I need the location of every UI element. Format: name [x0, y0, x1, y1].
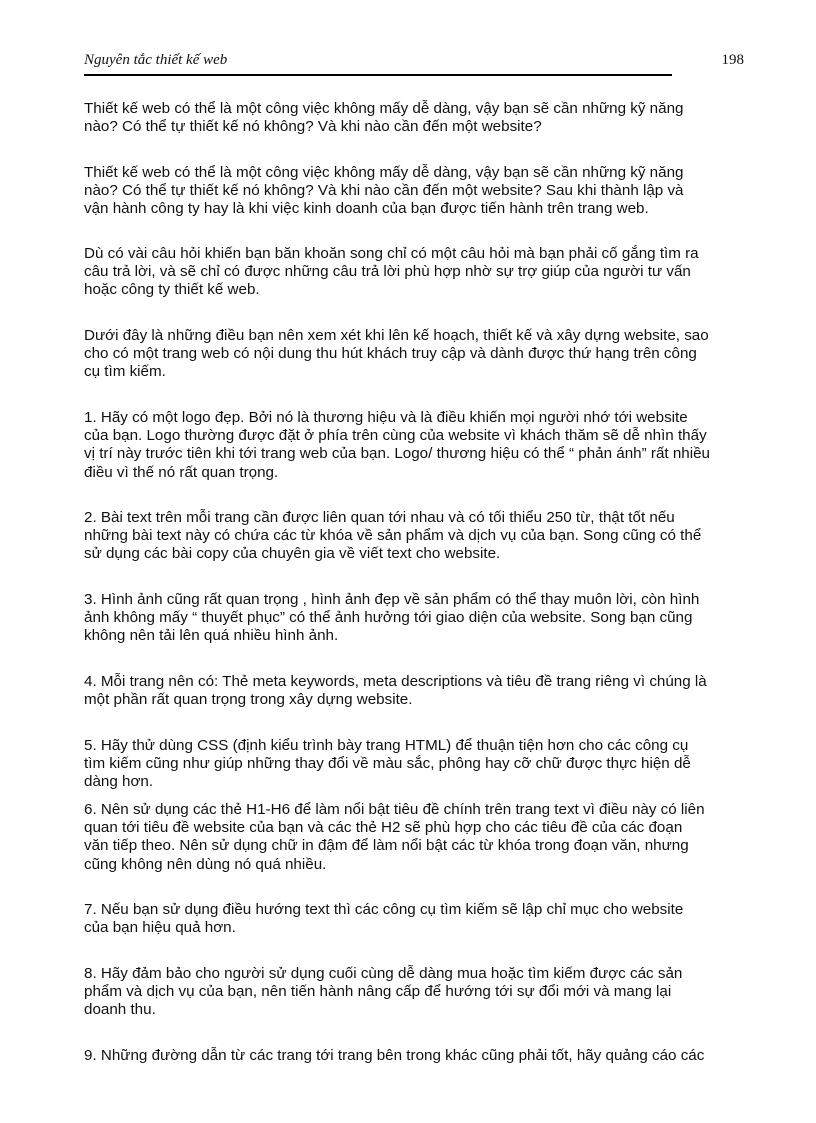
text-line: những bài text này có chứa các từ khóa về sản phẩm và dịch vụ của bạn. Song cũng có thể: [84, 527, 702, 545]
text-line: điều vì thế nó rất quan trọng.: [84, 463, 279, 481]
paragraph: [84, 100, 683, 136]
header-divider: [84, 74, 672, 76]
text-line: 2. Bài text trên mỗi trang cần được liên quan tới nhau và có tối thiểu 250 từ, thật tốt nếu: [84, 509, 675, 526]
text-line: quan tới tiêu đề website của bạn và các thẻ H2 sẽ phù hợp cho các tiêu đề của các đoạn: [84, 819, 683, 837]
paragraph: [84, 509, 701, 564]
text-line: 7. Nếu bạn sử dụng điều hướng text thì các công cụ tìm kiếm sẽ lập chỉ mục cho website: [84, 901, 684, 918]
paragraph: [84, 591, 699, 646]
text-line: Thiết kế web có thể là một công việc không mấy dễ dàng, vậy bạn sẽ cần những kỹ năng: [84, 100, 684, 117]
text-line: tìm kiếm cũng như giúp những thay đổi về màu sắc, phông hay cỡ chữ được thực hiện dễ: [84, 755, 691, 773]
page-number: 198: [721, 52, 744, 68]
paragraph: [84, 965, 682, 1020]
text-line: cụ tìm kiếm.: [84, 363, 166, 381]
text-line: doanh thu.: [84, 1001, 156, 1019]
paragraph: [84, 737, 691, 792]
text-line: cho có một trang web có nội dung thu hút khách truy cập và dành được thứ hạng trên công: [84, 345, 697, 363]
text-line: nào? Có thể tự thiết kế nó không? Và khi nào cần đến một website? Sau khi thành lập và: [84, 182, 684, 200]
text-line: một phần rất quan trọng trong xây dựng website.: [84, 691, 413, 709]
text-line: 8. Hãy đảm bảo cho người sử dụng cuối cùng dễ dàng mua hoặc tìm kiếm được các sản: [84, 965, 683, 982]
paragraph: [84, 245, 699, 300]
text-line: văn tiếp theo. Nên sử dụng chữ in đậm để làm nổi bật các từ khóa trong đoạn văn, nhưng: [84, 837, 689, 855]
text-line: 1. Hãy có một logo đẹp. Bởi nó là thương hiệu và là điều khiến mọi người nhớ tới website: [84, 409, 688, 426]
paragraph: [84, 327, 709, 382]
text-line: câu trả lời, và sẽ chỉ có được những câu trả lời phù hợp nhờ sự trợ giúp của người tư vấn: [84, 263, 691, 281]
paragraph: [84, 164, 684, 219]
text-line: sử dụng các bài copy của chuyên gia về viết text cho website.: [84, 545, 501, 563]
text-line: cũng không nên dùng nó quá nhiều.: [84, 855, 327, 873]
text-line: vận hành công ty hay là khi việc kinh doanh của bạn được tiến hành trên trang web.: [84, 200, 649, 218]
text-line: vị trí này trước tiên khi tới trang web của bạn. Logo/ thương hiệu có thể “ phản ánh” rất nhiều: [84, 445, 711, 463]
text-line: dàng hơn.: [84, 773, 154, 791]
text-line: Dù có vài câu hỏi khiến bạn băn khoăn song chỉ có một câu hỏi mà bạn phải cố gắng tìm ra: [84, 245, 699, 262]
text-line: Thiết kế web có thể là một công việc không mấy dễ dàng, vậy bạn sẽ cần những kỹ năng: [84, 164, 684, 181]
text-line: 6. Nên sử dụng các thẻ H1-H6 để làm nổi bật tiêu đề chính trên trang text vì điều này có liên: [84, 801, 705, 818]
text-line: 3. Hình ảnh cũng rất quan trọng , hình ảnh đẹp về sản phẩm có thể thay muôn lời, còn hình: [84, 591, 700, 608]
text-line: 5. Hãy thử dùng CSS (định kiểu trình bày trang HTML) để thuận tiện hơn cho các công cụ: [84, 737, 689, 754]
text-line: 9. Những đường dẫn từ các trang tới trang bên trong khác cũng phải tốt, hãy quảng cáo các: [84, 1047, 705, 1064]
paragraph: [84, 801, 705, 874]
text-line: hoặc công ty thiết kế web.: [84, 281, 260, 299]
text-line: ảnh không mấy “ thuyết phục” có thể ảnh hưởng tới giao diện của website. Song bạn cũng: [84, 609, 693, 627]
text-line: của bạn. Logo thường được đặt ở phía trên cùng của website vì khách thăm sẽ dễ nhìn thấy: [84, 427, 707, 445]
text-line: không nên tải lên quá nhiều hình ảnh.: [84, 627, 339, 645]
paragraph: [84, 1047, 704, 1065]
paragraph: [84, 673, 707, 709]
text-line: 4. Mỗi trang nên có: Thẻ meta keywords, meta descriptions và tiêu đề trang riêng vì chúng là: [84, 673, 707, 690]
text-line: phẩm và dịch vụ của bạn, nên tiến hành nâng cấp để hướng tới sự đổi mới và mang lại: [84, 983, 672, 1001]
text-line: Dưới đây là những điều bạn nên xem xét khi lên kế hoạch, thiết kế và xây dựng website, sao: [84, 327, 709, 344]
document-title: Nguyên tắc thiết kế web: [84, 52, 228, 68]
text-line: của bạn hiệu quả hơn.: [84, 919, 236, 937]
text-line: nào? Có thể tự thiết kế nó không? Và khi nào cần đến một website?: [84, 118, 542, 136]
paragraph: [84, 901, 683, 937]
paragraph: [84, 409, 710, 482]
